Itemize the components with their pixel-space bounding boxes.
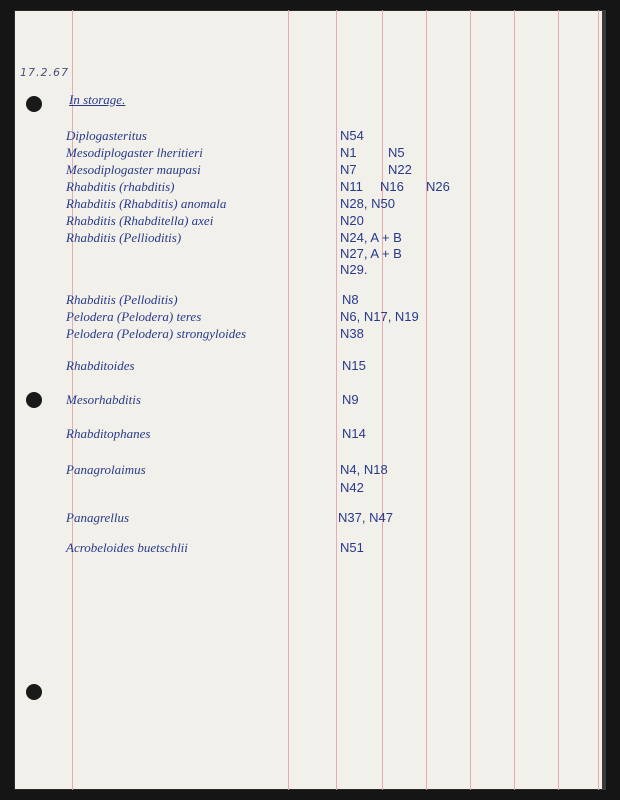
strain-code: N22 — [388, 162, 412, 177]
genus-name: Rhabditis (Pelloditis) — [66, 292, 178, 307]
page-date: 17.2.67 — [20, 66, 69, 79]
strain-code: N37, N47 — [338, 510, 393, 525]
strain-code: N16 — [380, 179, 404, 194]
strain-code: N28, N50 — [340, 196, 395, 211]
ruled-column-line — [470, 10, 471, 790]
strain-code: N20 — [340, 213, 364, 228]
strain-code: N24, A + B — [340, 230, 402, 245]
ruled-column-line — [336, 10, 337, 790]
strain-code: N51 — [340, 540, 364, 555]
genus-name: Mesorhabditis — [66, 392, 141, 407]
strain-code: N7 — [340, 162, 357, 177]
page-heading: In storage. — [69, 92, 126, 107]
strain-code: N4, N18 — [340, 462, 388, 477]
notebook-page — [14, 10, 606, 790]
genus-name: Mesodiplogaster lheritieri — [66, 145, 203, 160]
genus-name: Rhabditis (Pellioditis) — [66, 230, 182, 245]
genus-name: Rhabditis (Rhabditella) axei — [66, 213, 214, 228]
strain-code: N8 — [342, 292, 359, 307]
strain-code: N54 — [340, 128, 364, 143]
strain-code: N38 — [340, 326, 364, 341]
ruled-column-line — [288, 10, 289, 790]
ruled-column-line — [598, 10, 599, 790]
genus-name: Acrobeloides buetschlii — [66, 540, 188, 555]
strain-code: N15 — [342, 358, 366, 373]
strain-code: N14 — [342, 426, 366, 441]
punch-hole — [26, 684, 42, 700]
genus-name: Rhabditophanes — [66, 426, 151, 441]
genus-name: Panagrellus — [66, 510, 130, 525]
strain-code: N1 — [340, 145, 357, 160]
genus-name: Mesodiplogaster maupasi — [66, 162, 201, 177]
strain-code: N5 — [388, 145, 405, 160]
punch-hole — [26, 96, 42, 112]
strain-code: N26 — [426, 179, 450, 194]
ruled-column-line — [514, 10, 515, 790]
punch-hole — [26, 392, 42, 408]
ruled-column-line — [558, 10, 559, 790]
genus-name: Diplogasteritus — [66, 128, 147, 143]
ruled-column-line — [426, 10, 427, 790]
strain-code: N42 — [340, 480, 364, 495]
strain-code: N9 — [342, 392, 359, 407]
genus-name: Panagrolaimus — [66, 462, 146, 477]
genus-name: Pelodera (Pelodera) teres — [66, 309, 202, 324]
strain-code: N27, A + B — [340, 246, 402, 261]
genus-name: Rhabditoides — [66, 358, 135, 373]
strain-code: N6, N17, N19 — [340, 309, 419, 324]
genus-name: Pelodera (Pelodera) strongyloides — [66, 326, 247, 341]
strain-code: N29. — [340, 262, 368, 277]
genus-name: Rhabditis (rhabditis) — [66, 179, 175, 194]
binding-edge — [602, 10, 606, 790]
strain-code: N11 — [340, 179, 363, 194]
genus-name: Rhabditis (Rhabditis) anomala — [66, 196, 227, 211]
ruled-column-line — [382, 10, 383, 790]
